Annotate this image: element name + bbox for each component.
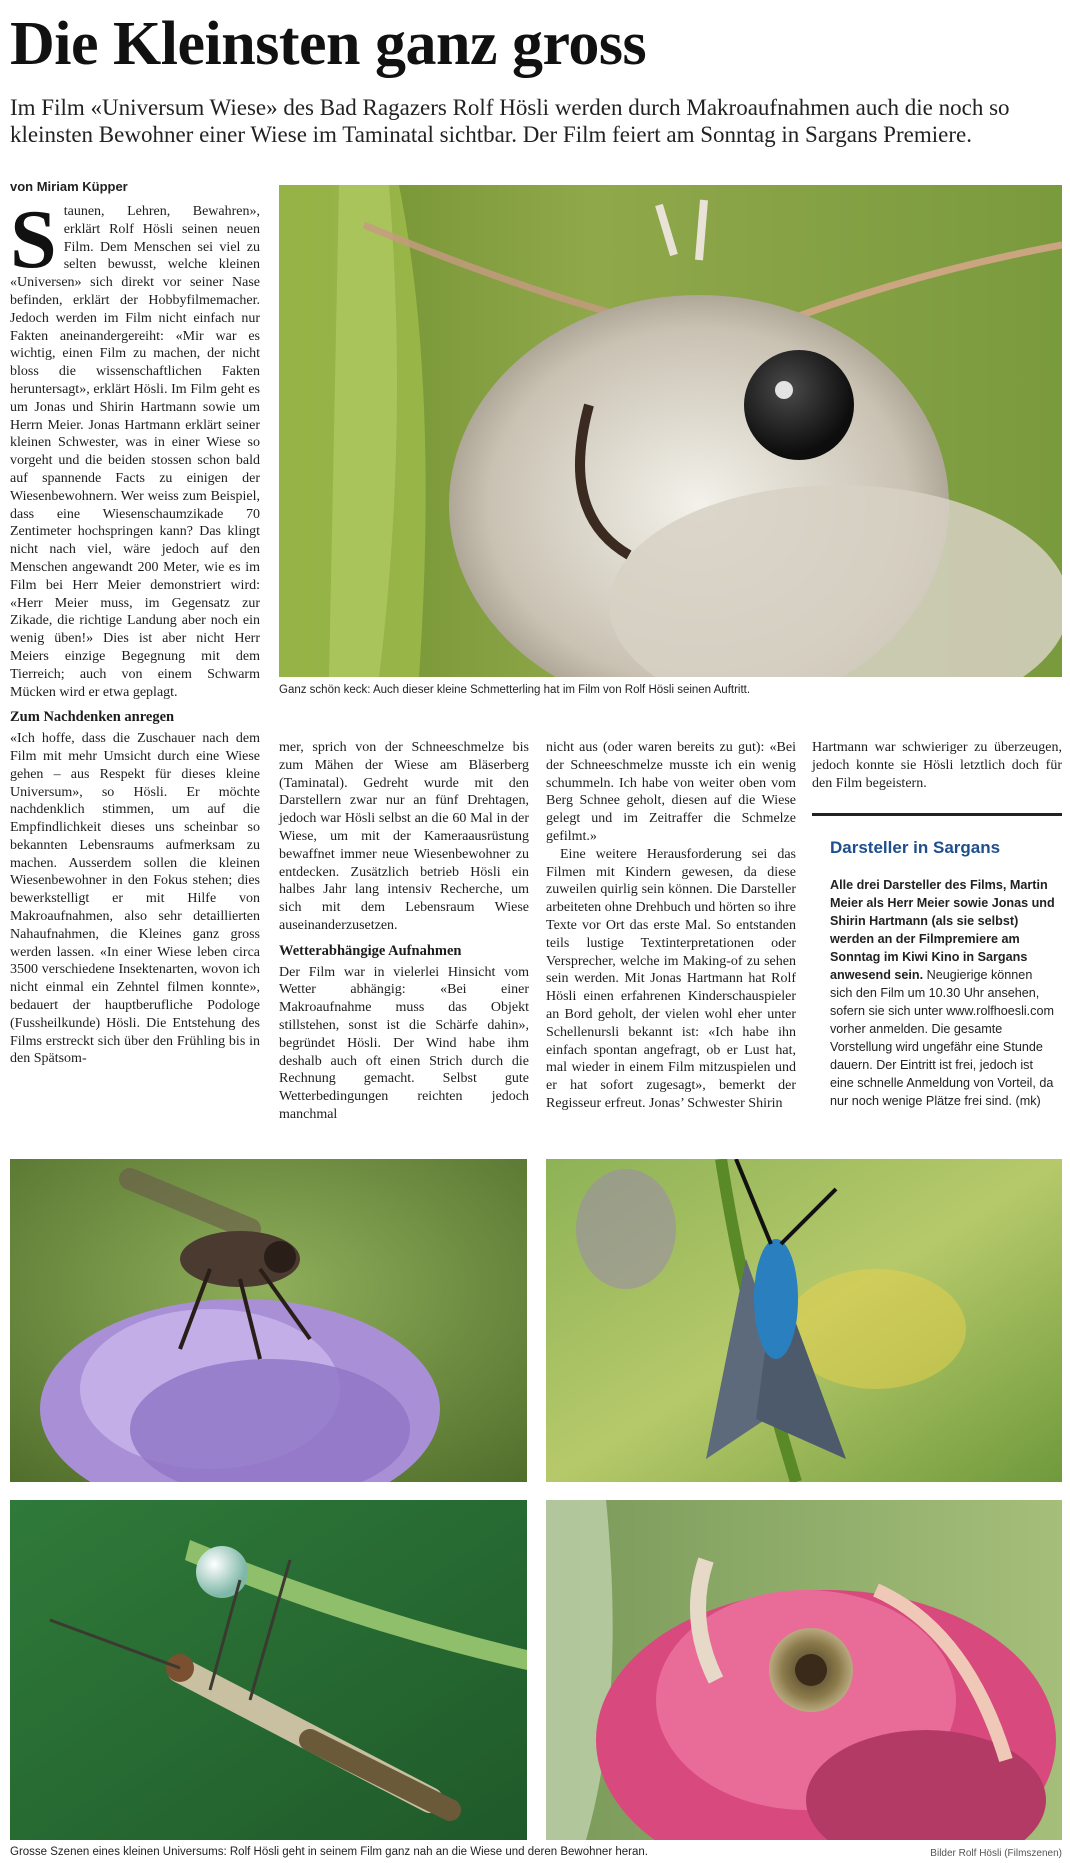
column-2-paragraph-1: mer, sprich von der Schneeschmelze bis zum Mähen der Wiese am Bläserberg (Taminatal). Gedreht wurde mit den Darstellern zwar nur an fünf Drehtagen, jedoch war Hösli selbst an die 60 Mal in der Wiese, um mit der Kameraausrüstung bewaffnet immer neue Wiesenbewohner zu entdecken. Zusätzlich betrieb Hösli ein halbes Jahr lang intensiv Recherche, um sich mit dem Lebensraum Wiese auseinanderzusetzen.	[279, 740, 529, 933]
infobox-regular-text: Neugierige können sich den Film um 10.30 Uhr ansehen, sofern sie sich unter www.rolfhoesli.com vorher anmelden. Die gesamte Vorstellung wird ungefähr eine Stunde dauern. Der Eintritt ist frei, jedoch ist eine schnelle Anmeldung von Vorteil, da nur noch wenige Plätze frei sind. (mk)	[830, 968, 1054, 1108]
subhead-wetter: Wetterabhängige Aufnahmen	[279, 942, 462, 959]
infobox-bold-text: Alle drei Darsteller des Films, Martin Meier als Herr Meier sowie Jonas und Shirin Hartmann (als sie selbst) werden an der Filmpremiere am Sonntag im Kiwi Kino in Sargans anwesend sein.	[830, 878, 1055, 982]
column-3-paragraph-1: nicht aus (oder waren bereits zu gut): «Bei der Schneeschmelze musste ich ein wenig schummeln. Ich habe von weiter oben vom Berg Schnee geholt, diesen auf die Wiese gelegt und im Zeitraffer die Schmelze gefilmt.»	[546, 740, 796, 844]
column-4-paragraph-1: Hartmann war schwieriger zu überzeugen, jedoch konnte sie Hösli letztlich doch für den Film begeistern.	[812, 740, 1062, 791]
main-photo-caption: Ganz schön keck: Auch dieser kleine Schmetterling hat im Film von Rolf Hösli seinen Auftritt.	[279, 684, 751, 696]
column-2-paragraph-2: Der Film war in vielerlei Hinsicht vom Wetter abhängig: «Bei einer Makroaufnahme muss das Objekt stillstehen, sonst ist die Schärfe dahin», begründet Hösli. Der Wind habe ihm deshalb auch oft einen Strich durch die Rechnung gemacht. Selbst gute Wetterbedingungen reichten jedoch manchmal	[279, 964, 529, 1122]
headline: Die Kleinsten ganz gross	[10, 10, 647, 78]
gallery-photo-fly-on-flower	[10, 1159, 527, 1482]
gallery-photo-pink-moth	[546, 1500, 1062, 1840]
article-column-1	[10, 193, 260, 1068]
gallery-photo-scorpionfly	[10, 1500, 527, 1840]
infobox-rule	[812, 813, 1062, 816]
article-column-2	[279, 739, 529, 1124]
byline: von Miriam Küpper	[10, 179, 128, 194]
subhead-nachdenken: Zum Nachdenken anregen	[10, 709, 175, 726]
gallery-caption: Grosse Szenen eines kleinen Universums: Rolf Hösli geht in seinem Film ganz nah an die Wiese und deren Bewohner heran.	[10, 1846, 648, 1858]
column-3-paragraph-2: Eine weitere Herausforderung sei das Filmen mit Kindern gewesen, da diese zuweilen quirlig sein können. Die Darsteller arbeiteten ohne Drehbuch und hörten so ihre Texte vor Ort das erste Mal. So entstanden teils lustige Textinterpretationen oder Versprecher, welche im Making-of zu sehen sein werden. Mit Jonas Hartmann hat Rolf Hösli einen erfahrenen Kinderschauspieler an Bord geholt, der vielen wohl eher unter Schellenursli bekannt ist: «Ich habe ihn einfach spontan angefragt, ob er Lust hat, mal wieder in einem Film mitzuspielen und er hat sofort zugesagt», bemerkt der Regisseur erfreut. Jonas’ Schwester Shirin	[546, 846, 796, 1111]
drop-cap: S	[10, 193, 57, 286]
infobox-text	[830, 876, 1058, 1110]
article-column-4	[812, 739, 1062, 792]
column-1-paragraph-2: «Ich hoffe, dass die Zuschauer nach dem Film mit mehr Umsicht durch eine Wiese gehen – aus Respekt für dieses kleine Universum», so Hösli. Er möchte nachdenklich stimmen, um auf die Empfindlichkeit dieses uns scheinbar so bekannten Lebensraums aufmerksam zu machen. Ausserdem sollen die kleinen Wiesenbewohner in den Fokus stehen; dies bewerkstelligt er mit Hilfe von Makroaufnahmen, also sehr detaillierten Nahaufnahmen, die Kleines ganz gross werden lassen. «In einer Wiese leben circa 3500 verschiedene Insektenarten, wovon ich nicht einmal ein Zehntel filmen konnte», bedauert der hauptberufliche Podologe (Fussheilkunde) Hösli. Die Entstehung des Films erstreckt sich über den Frühling bis in den Spätsom-	[10, 731, 260, 1067]
column-1-paragraph-1: taunen, Lehren, Bewahren», erklärt Rolf Hösli seinen neuen Film. Dem Menschen sei viel zu selten bewusst, welche kleinen «Universen» sich direkt vor seiner Nase befinden, erklärt der Hobbyfilmemacher. Jedoch werden im Film nicht einfach nur Fakten aneinandergereiht: «Mir war es wichtig, einen Film zu machen, der nicht bloss die wissenschaftlichen Fakten heruntersagt», erklärt Hösli. Im Film geht es um Jonas und Shirin Hartmann sowie um Herrn Meier. Jonas Hartmann erklärt seiner kleinen Schwester, was in einer Wiese so vorgeht und die beiden stossen schon bald auf spannende Facts zu einigen der Wiesenbewohnern. Wer weiss zum Beispiel, dass eine Wiesenschaumzikade 70 Zentimeter hochspringen kann? Das klingt nicht nach viel, wäre jedoch auf den Menschen angewandt 200 Meter, wie es im Film bei Herr Meier demonstriert wird: «Herr Meier muss, im Gegensatz zur Zikade, die richtige Landung aber noch ein wenig üben!» Dies ist aber nicht Herr Meiers einzige Begegnung mit dem Tierreich; auch von einem Schwarm Mücken wird er etwa geplagt.	[10, 204, 260, 700]
lead-paragraph: Im Film «Universum Wiese» des Bad Ragazers Rolf Hösli werden durch Makroaufnahmen auch die noch so kleinsten Bewohner einer Wiese im Taminatal sichtbar. Der Film feiert am Sonntag in Sargans Premiere.	[10, 95, 1010, 147]
main-photo-butterfly	[279, 185, 1062, 677]
infobox-title: Darsteller in Sargans	[830, 838, 1001, 857]
article-column-3	[546, 739, 796, 1113]
gallery-photo-blue-moth	[546, 1159, 1062, 1482]
photo-credit: Bilder Rolf Hösli (Filmszenen)	[930, 1848, 1062, 1859]
